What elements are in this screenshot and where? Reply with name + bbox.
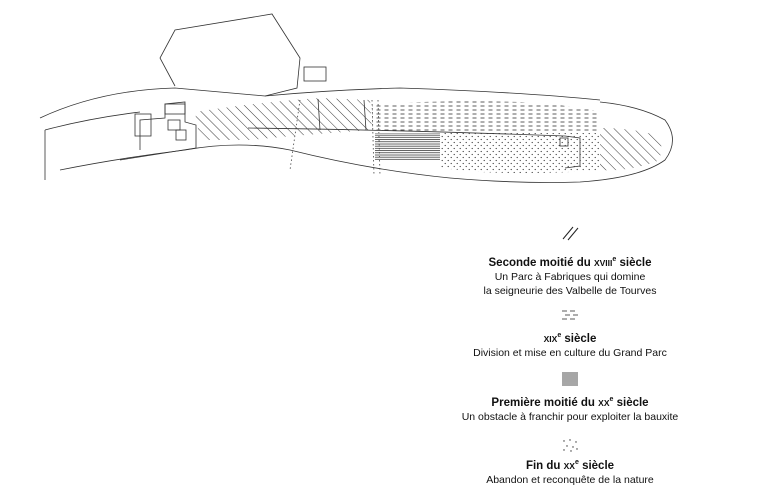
legend-text-20th-line1: Un obstacle à franchir pour exploiter la bauxite: [461, 411, 679, 423]
castle-buildings: [135, 104, 186, 140]
site-plan-map: [0, 0, 768, 200]
zone-19th-century: [372, 101, 600, 132]
legend-swatch-hatch: [555, 224, 585, 242]
building-outline: [160, 14, 326, 96]
zone-18th-century-east: [600, 128, 662, 170]
legend-swatch-horizontal-lines: [555, 370, 585, 388]
legend-text-18th-line1: Un Parc à Fabriques qui domine: [494, 271, 646, 283]
legend-text-late-20th-line1: Abandon et reconquête de la nature: [486, 474, 654, 486]
legend-swatch-dashes: [555, 306, 585, 324]
legend-swatch-dots: [555, 436, 585, 454]
legend-title-18th: Seconde moitié du XVIIIe siècle: [488, 256, 652, 269]
legend-title-late-20th: Fin du XXe siècle: [525, 459, 615, 472]
legend-text-19th-line1: Division et mise en culture du Grand Parc: [473, 347, 667, 359]
legend-text-18th-line2: la seigneurie des Valbelle de Tourves: [483, 285, 657, 297]
zone-20th-century: [375, 133, 440, 160]
zone-18th-century: [195, 98, 372, 140]
legend-title-20th: Première moitié du XXe siècle: [491, 396, 649, 409]
legend-title-19th: XIXe siècle: [543, 332, 597, 345]
zone-late-20th-century: [440, 133, 600, 173]
